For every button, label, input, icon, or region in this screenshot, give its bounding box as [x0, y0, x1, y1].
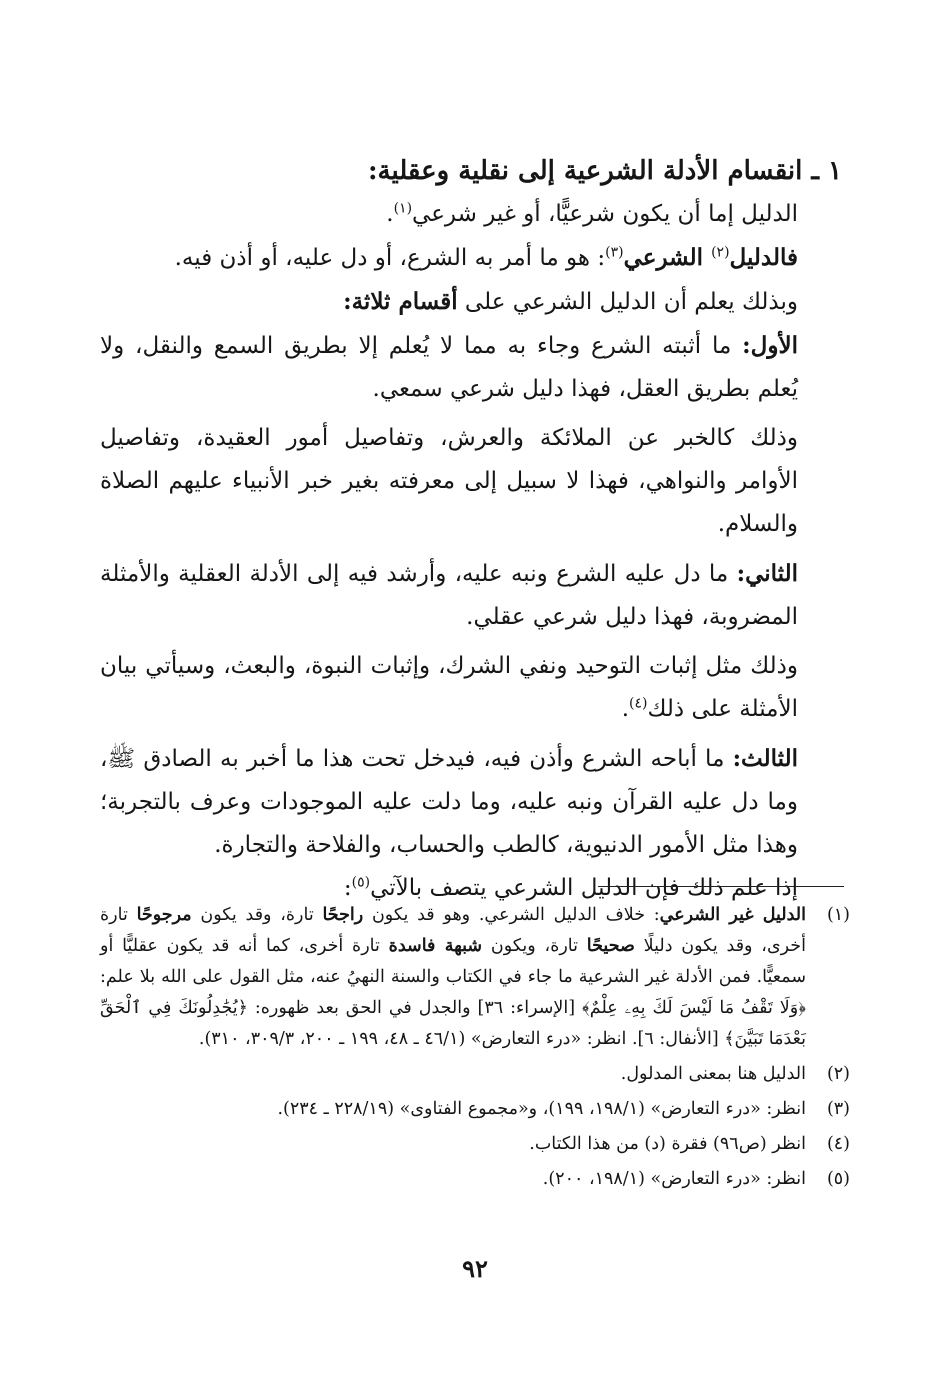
footnote-bold-term: صحيحًا — [586, 936, 635, 956]
footnote-bold-term: راجحًا — [322, 905, 364, 925]
footnote-text — [100, 1094, 806, 1125]
footnotes — [100, 900, 850, 1195]
punctuation: . — [386, 201, 394, 227]
footnote-segment: انظر: «درء التعارض» (١٩٨/١، ١٩٩)، و«مجموع الفتاوى» (٢٢٨/١٩ ـ ٢٣٤). — [277, 1099, 806, 1119]
paragraph-text: ما دل عليه الشرع ونبه عليه، وأرشد فيه إلى الأدلة العقلية والأمثلة المضروبة، فهذا دليل شرعي عقلي. — [100, 561, 798, 630]
paragraph-text: وبذلك يعلم أن الدليل الشرعي على — [457, 289, 798, 315]
footnote-separator — [598, 886, 844, 887]
paragraph-5 — [100, 417, 842, 546]
footnote-5 — [100, 1164, 850, 1195]
footnote-number: (٥) — [826, 1169, 850, 1189]
footnote-segment: : خلاف الدليل الشرعي. وهو قد يكون — [363, 905, 660, 925]
punctuation: : — [343, 875, 352, 901]
paragraph-7 — [100, 645, 842, 731]
term-evidence: فالدليل — [729, 244, 798, 271]
footnote-text — [100, 1059, 806, 1090]
footnote-number: (٤) — [826, 1134, 850, 1154]
second-label: الثاني: — [736, 560, 798, 587]
footnote-segment: تارة أخرى، وقد يكون دليلًا — [100, 905, 806, 956]
paragraph-text: وذلك مثل إثبات التوحيد ونفي الشرك، وإثبات النبوة، والبعث، وسيأتي بيان الأمثلة على ذلك — [100, 653, 798, 722]
footnote-2 — [100, 1059, 850, 1090]
footnote-text — [100, 1164, 806, 1195]
footnote-ref-1[interactable]: (١) — [393, 200, 413, 217]
paragraph-2 — [100, 236, 842, 280]
paragraph-text: : هو ما أمر به الشرع، أو دل عليه، أو أذن فيه. — [174, 245, 606, 271]
footnote-1 — [100, 900, 850, 1055]
paragraph-1 — [100, 193, 842, 236]
first-label: الأول: — [742, 332, 798, 359]
third-label: الثالث: — [732, 745, 798, 772]
footnote-ref-5[interactable]: (٥) — [351, 874, 371, 891]
footnote-bold-term: الدليل غير الشرعي — [659, 905, 807, 925]
footnote-segment: الدليل هنا بمعنى المدلول. — [620, 1064, 806, 1084]
paragraph-text: ما أثبته الشرع وجاء به مما لا يُعلم إلا بطريق السمع والنقل، ولا يُعلم بطريق العقل، فهذا دليل شرعي سمعي. — [100, 333, 798, 402]
footnote-number: (١) — [826, 905, 850, 925]
footnote-number: (٢) — [826, 1064, 850, 1084]
punctuation: . — [621, 696, 630, 722]
footnote-ref-2[interactable]: (٢) — [711, 244, 730, 261]
paragraph-text: وذلك كالخبر عن الملائكة والعرش، وتفاصيل أمور العقيدة، وتفاصيل الأوامر والنواهي، فهذا لا سبيل إلى معرفته بغير خبر الأنبياء عليهم الصلاة والسلام. — [100, 425, 798, 537]
paragraph-3 — [100, 280, 842, 324]
section-heading: ١ ـ انقسام الأدلة الشرعية إلى نقلية وعقلية: — [367, 156, 842, 186]
term-sharia: الشرعي — [623, 244, 712, 271]
page-number: ٩٢ — [462, 1254, 488, 1283]
footnote-4 — [100, 1129, 850, 1160]
footnote-ref-4[interactable]: (٤) — [629, 695, 648, 712]
footnote-bold-term: شبهة فاسدة — [388, 936, 483, 956]
footnote-segment: انظر: «درء التعارض» (١٩٨/١، ٢٠٠). — [542, 1169, 806, 1189]
paragraph-third-division — [100, 737, 842, 867]
footnote-ref-3[interactable]: (٣) — [605, 244, 624, 261]
paragraph-first-division — [100, 324, 842, 411]
footnote-number: (٣) — [826, 1099, 850, 1119]
footnote-bold-term: مرجوحًا — [136, 905, 192, 925]
three-divisions-label: أقسام ثلاثة: — [343, 288, 458, 315]
footnote-text — [100, 1129, 806, 1160]
paragraph-second-division — [100, 552, 842, 639]
paragraph-text: إذا علم ذلك فإن الدليل الشرعي يتصف بالآتي — [370, 875, 798, 901]
footnote-text — [100, 900, 806, 1055]
footnote-segment: تارة أخرى، كما أنه قد يكون عقليًّا أو سمعيًّا. فمن الأدلة غير الشرعية ما جاء في الكتاب والسنة النهيُ عنه، مثل القول على الله بلا علم: ﴿وَلَا تَقْفُ مَا لَيْسَ لَكَ بِهِۦ عِلْمٌ﴾ [الإسراء: ٣٦] والجدل في الحق بعد ظهوره: ﴿يُجَٰدِلُونَكَ فِي ٱلْحَقِّ بَعْدَمَا تَبَيَّنَ﴾ [الأنفال: ٦]. انظر: «درء التعارض» (٤٦/١ ـ ٤٨، ١٩٩ ـ ٢٠٠، ٣٠٩/٣، ٣١٠). — [100, 936, 806, 1049]
paragraph-text: الدليل إما أن يكون شرعيًّا، أو غير شرعي — [412, 201, 798, 227]
footnote-3 — [100, 1094, 850, 1125]
main-text — [100, 150, 842, 910]
footnote-segment: انظر (ص٩٦) فقرة (د) من هذا الكتاب. — [529, 1134, 806, 1154]
paragraph-text: ما أباحه الشرع وأذن فيه، فيدخل تحت هذا ما أخبر به الصادق ﷺ، وما دل عليه القرآن ونبه عليه، وما دلت عليه الموجودات وعرف بالتجربة؛ وهذا مثل الأمور الدنيوية، كالطب والحساب، والفلاحة والتجارة. — [100, 746, 798, 858]
footnote-segment: تارة، ويكون — [482, 936, 587, 956]
footnote-segment: تارة، وقد يكون — [191, 905, 323, 925]
